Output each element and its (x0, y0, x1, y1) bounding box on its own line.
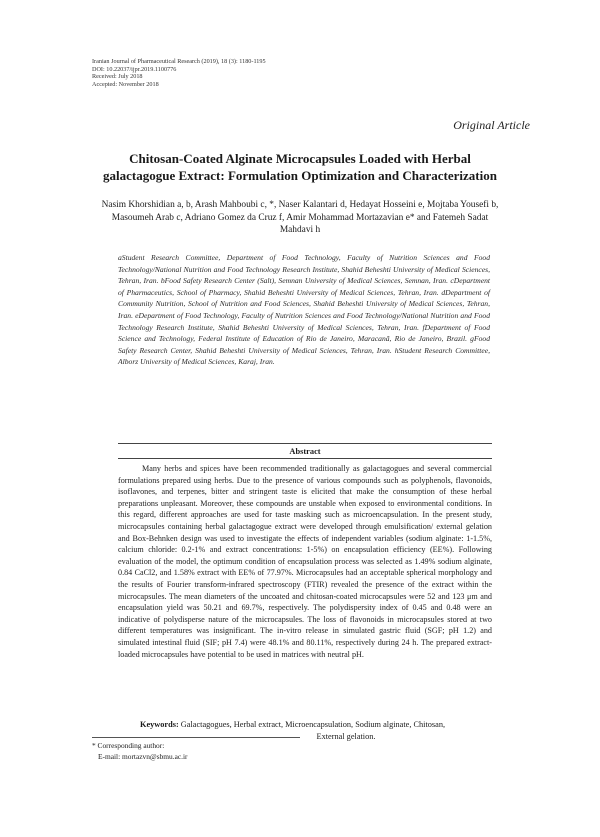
accepted-date: Accepted: November 2018 (92, 80, 159, 88)
keywords (140, 719, 492, 743)
article-type-label: Original Article (453, 118, 530, 132)
abstract-heading: Abstract (289, 447, 321, 456)
author-email[interactable]: E-mail: mortazvn@sbmu.ac.ir (98, 752, 188, 761)
authors-line-2: Masoumeh Arab c, Adriano Gomez da Cruz f, Amir Mohammad Mortazavian e* and Fatemeh Sadat (111, 212, 489, 223)
authors-line-3: Mahdavi h (279, 225, 321, 236)
footnote (92, 740, 188, 762)
title-line-1: Chitosan-Coated Alginate Microcapsules Loaded with Herbal (129, 151, 471, 166)
abstract-heading-rule (118, 458, 492, 459)
abstract-body (118, 463, 492, 660)
keywords-list: Galactagogues, Herbal extract, Microencapsulation, Sodium alginate, Chitosan, (180, 720, 446, 729)
abstract-paragraph: Many herbs and spices have been recommended traditionally as galactagogues and several commercial formulations prepared using herbs. Due to the presence of various compounds such as polyphenols, flavonoids, isoflavones, and terpenes, bitter and stringent taste is elicited that make the consumption of these herbal preparations unpleasant. Moreover, these compounds are unstable when exposed to environmental conditions. In this regard, different approaches are used for taste masking such as microencapsulation. In the present study, microcapsules containing herbal galactagogue extract were developed through emulsification/ external gelation and Box-Behnken design was used to investigate the effects of independent variables (sodium alginate: 1-1.5%, calcium chloride: 0.2-1% and extract concentrations: 1-5%) on encapsulation efficiency (EE%). Following evaluation of the model, the optimum condition of encapsulation process was selected as 1.49% sodium alginate, 0.84 CaCl2, and 1.58% extract with EE% of 77.97%. Microcapsules had an acceptable spherical morphology and the results of Fourier transform-infrared spectroscopy (FTIR) revealed the presence of the extract within the microcapsules. The mean diameters of the uncoated and chitosan-coated microcapsules were 52 and 123 μm and encapsulation yield was 50.21 and 69.7%, respectively. The polydispersity index of 0.45 and 0.48 were an indicative of polydisperse nature of the microcapsules. The loss of flavonoids in microcapsules stored at two different temperatures was insignificant. The in-vitro release in simulated gastric fluid (SGF; pH 1.2) and simulated intestinal fluid (SIF; pH 7.4) were 48.1% and 80.11%, respectively during 24 h. The prepared extract-loaded microcapsules have potential to be used in matrices with neutral pH. (118, 464, 492, 659)
title-line-2: galactagogue Extract: Formulation Optimization and Characterization (103, 168, 497, 183)
abstract-top-rule (118, 443, 492, 444)
received-date: Received: July 2018 (92, 73, 143, 81)
keywords-label: Keywords: (140, 720, 179, 729)
footnote-rule (92, 737, 300, 738)
journal-citation: Iranian Journal of Pharmaceutical Research (2019), 18 (3): 1180-1195 (92, 58, 266, 65)
corresponding-author-label: * Corresponding author: (92, 741, 165, 750)
keywords-row (140, 719, 492, 731)
paper-title (92, 150, 508, 184)
authors-line-1: Nasim Khorshidian a, b, Arash Mahboubi c, *, Naser Kalantari d, Hedayat Hosseini e, Mojtaba Yousefi b, (101, 200, 499, 210)
affiliations: aStudent Research Committee, Department of Food Technology, Faculty of Nutrition Sciences and Food Technology/National Nutrition and Food Technology Research Institute, Shahid Beheshti University of Medical Sciences, Tehran, Iran. bFood Safety Research Center (Salt), Semnan University of Medical Sciences, Semnan, Iran. cDepartment of Pharmaceutics, School of Pharmacy, Shahid Beheshti University of Medical Sciences, Tehran, Iran. dDepartment of Community Nutrition, School of Nutrition and Food Sciences, Shahid Beheshti University of Medical Sciences, Tehran, Iran. eDepartment of Food Technology, Faculty of Nutrition Sciences and Food Technology/National Nutrition and Food Technology Research Institute, Shahid Beheshti University of Medical Sciences, Tehran, Iran. fDepartment of Food Science and Technology, Federal Institute of Education of Rio de Janeiro, Maracanã, Rio de Janeiro, Brazil. gFood Safety Research Center, Shahid Beheshti University of Medical Sciences, Tehran, Iran. hStudent Research Committee, Alborz University of Medical Sciences, Karaj, Iran. (118, 253, 490, 367)
author-list (92, 199, 508, 237)
keywords-continued: External gelation. (316, 731, 376, 741)
journal-meta (92, 58, 266, 88)
doi[interactable]: DOI: 10.22037/ijpr.2019.1100776 (92, 65, 177, 73)
